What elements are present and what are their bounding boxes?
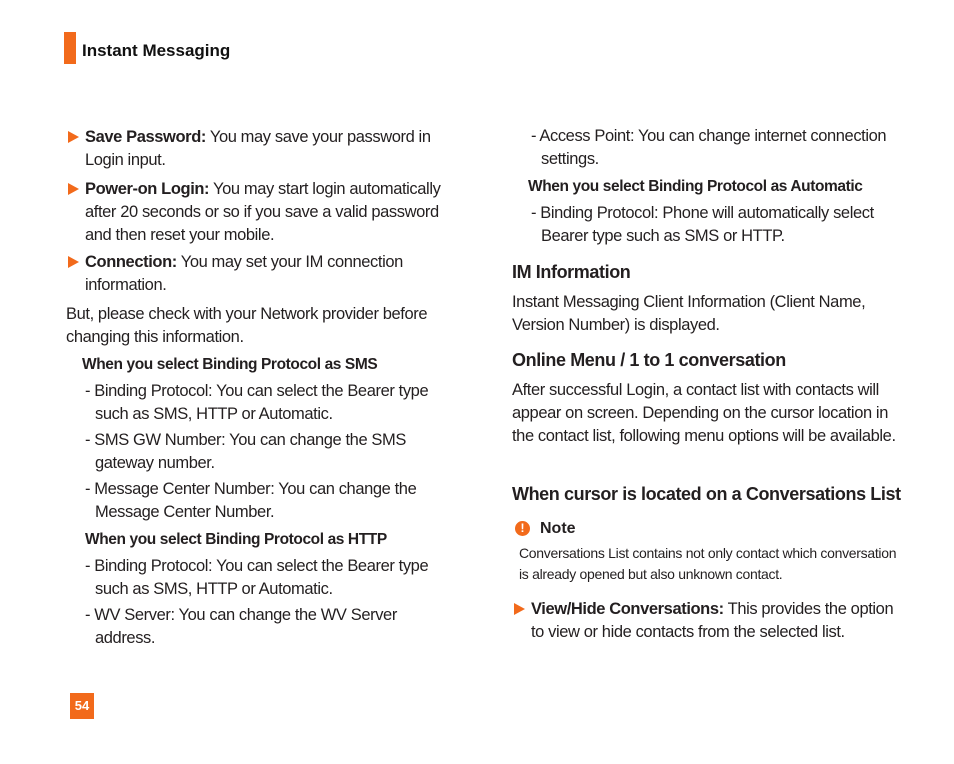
bullet-save-password [66,126,457,172]
note-exclamation-icon: ! [515,521,530,536]
bullet-arrow-icon [68,183,79,195]
im-information-text: Instant Messaging Client Information (Client Name, Version Number) is displayed. [512,293,866,334]
bullet-arrow-icon [68,131,79,143]
bullet-term: View/Hide Conversations: [531,600,724,618]
http-item-binding: - Binding Protocol: You can select the Bearer type such as SMS, HTTP or Automatic. [85,557,429,598]
sms-heading: When you select Binding Protocol as SMS [82,356,378,373]
bullet-view-hide-conversations [512,598,905,644]
http-heading: When you select Binding Protocol as HTTP [85,531,387,548]
bullet-text: This provides the option to view or hide contacts from the selected list. [531,600,894,641]
page-number: 54 [70,693,94,719]
section-title: Instant Messaging [82,41,231,60]
sms-item-message-center: - Message Center Number: You can change the Message Center Number. [85,480,417,521]
online-menu-text: After successful Login, a contact list with contacts will appear on screen. Depending on the cursor location in the contact list, following menu options will be available. [512,381,896,445]
note-text: Conversations List contains not only contact which conversation is already opened but also unknown contact. [519,545,897,582]
bullet-text: You may save your password in Login input. [85,128,431,169]
http-item-wv-server: - WV Server: You can change the WV Server address. [85,606,397,647]
access-point-item: - Access Point: You can change internet connection settings. [531,127,887,168]
bullet-term: Power-on Login: [85,180,210,198]
sms-item-gw-number: - SMS GW Number: You can change the SMS gateway number. [85,431,406,472]
note-label: Note [540,520,576,537]
automatic-heading: When you select Binding Protocol as Automatic [528,178,863,195]
im-information-heading: IM Information [512,262,631,282]
bullet-connection [66,251,457,297]
bullet-term: Connection: [85,253,177,271]
bullet-arrow-icon [514,603,525,615]
bullet-text: You may start login automatically after 20 seconds or so if you save a valid password and then reset your mobile. [85,180,441,244]
automatic-item-binding: - Binding Protocol: Phone will automatically select Bearer type such as SMS or HTTP. [531,204,874,245]
bullet-power-on-login [66,178,457,247]
bullet-term: Save Password: [85,128,206,146]
section-marker-bar [64,32,76,64]
bullet-arrow-icon [68,256,79,268]
conversations-list-heading: When cursor is located on a Conversations List [512,484,901,504]
caution-paragraph: But, please check with your Network provider before changing this information. [66,305,428,346]
sms-item-binding: - Binding Protocol: You can select the Bearer type such as SMS, HTTP or Automatic. [85,382,429,423]
bullet-text: You may set your IM connection information. [85,253,403,294]
online-menu-heading: Online Menu / 1 to 1 conversation [512,350,786,370]
